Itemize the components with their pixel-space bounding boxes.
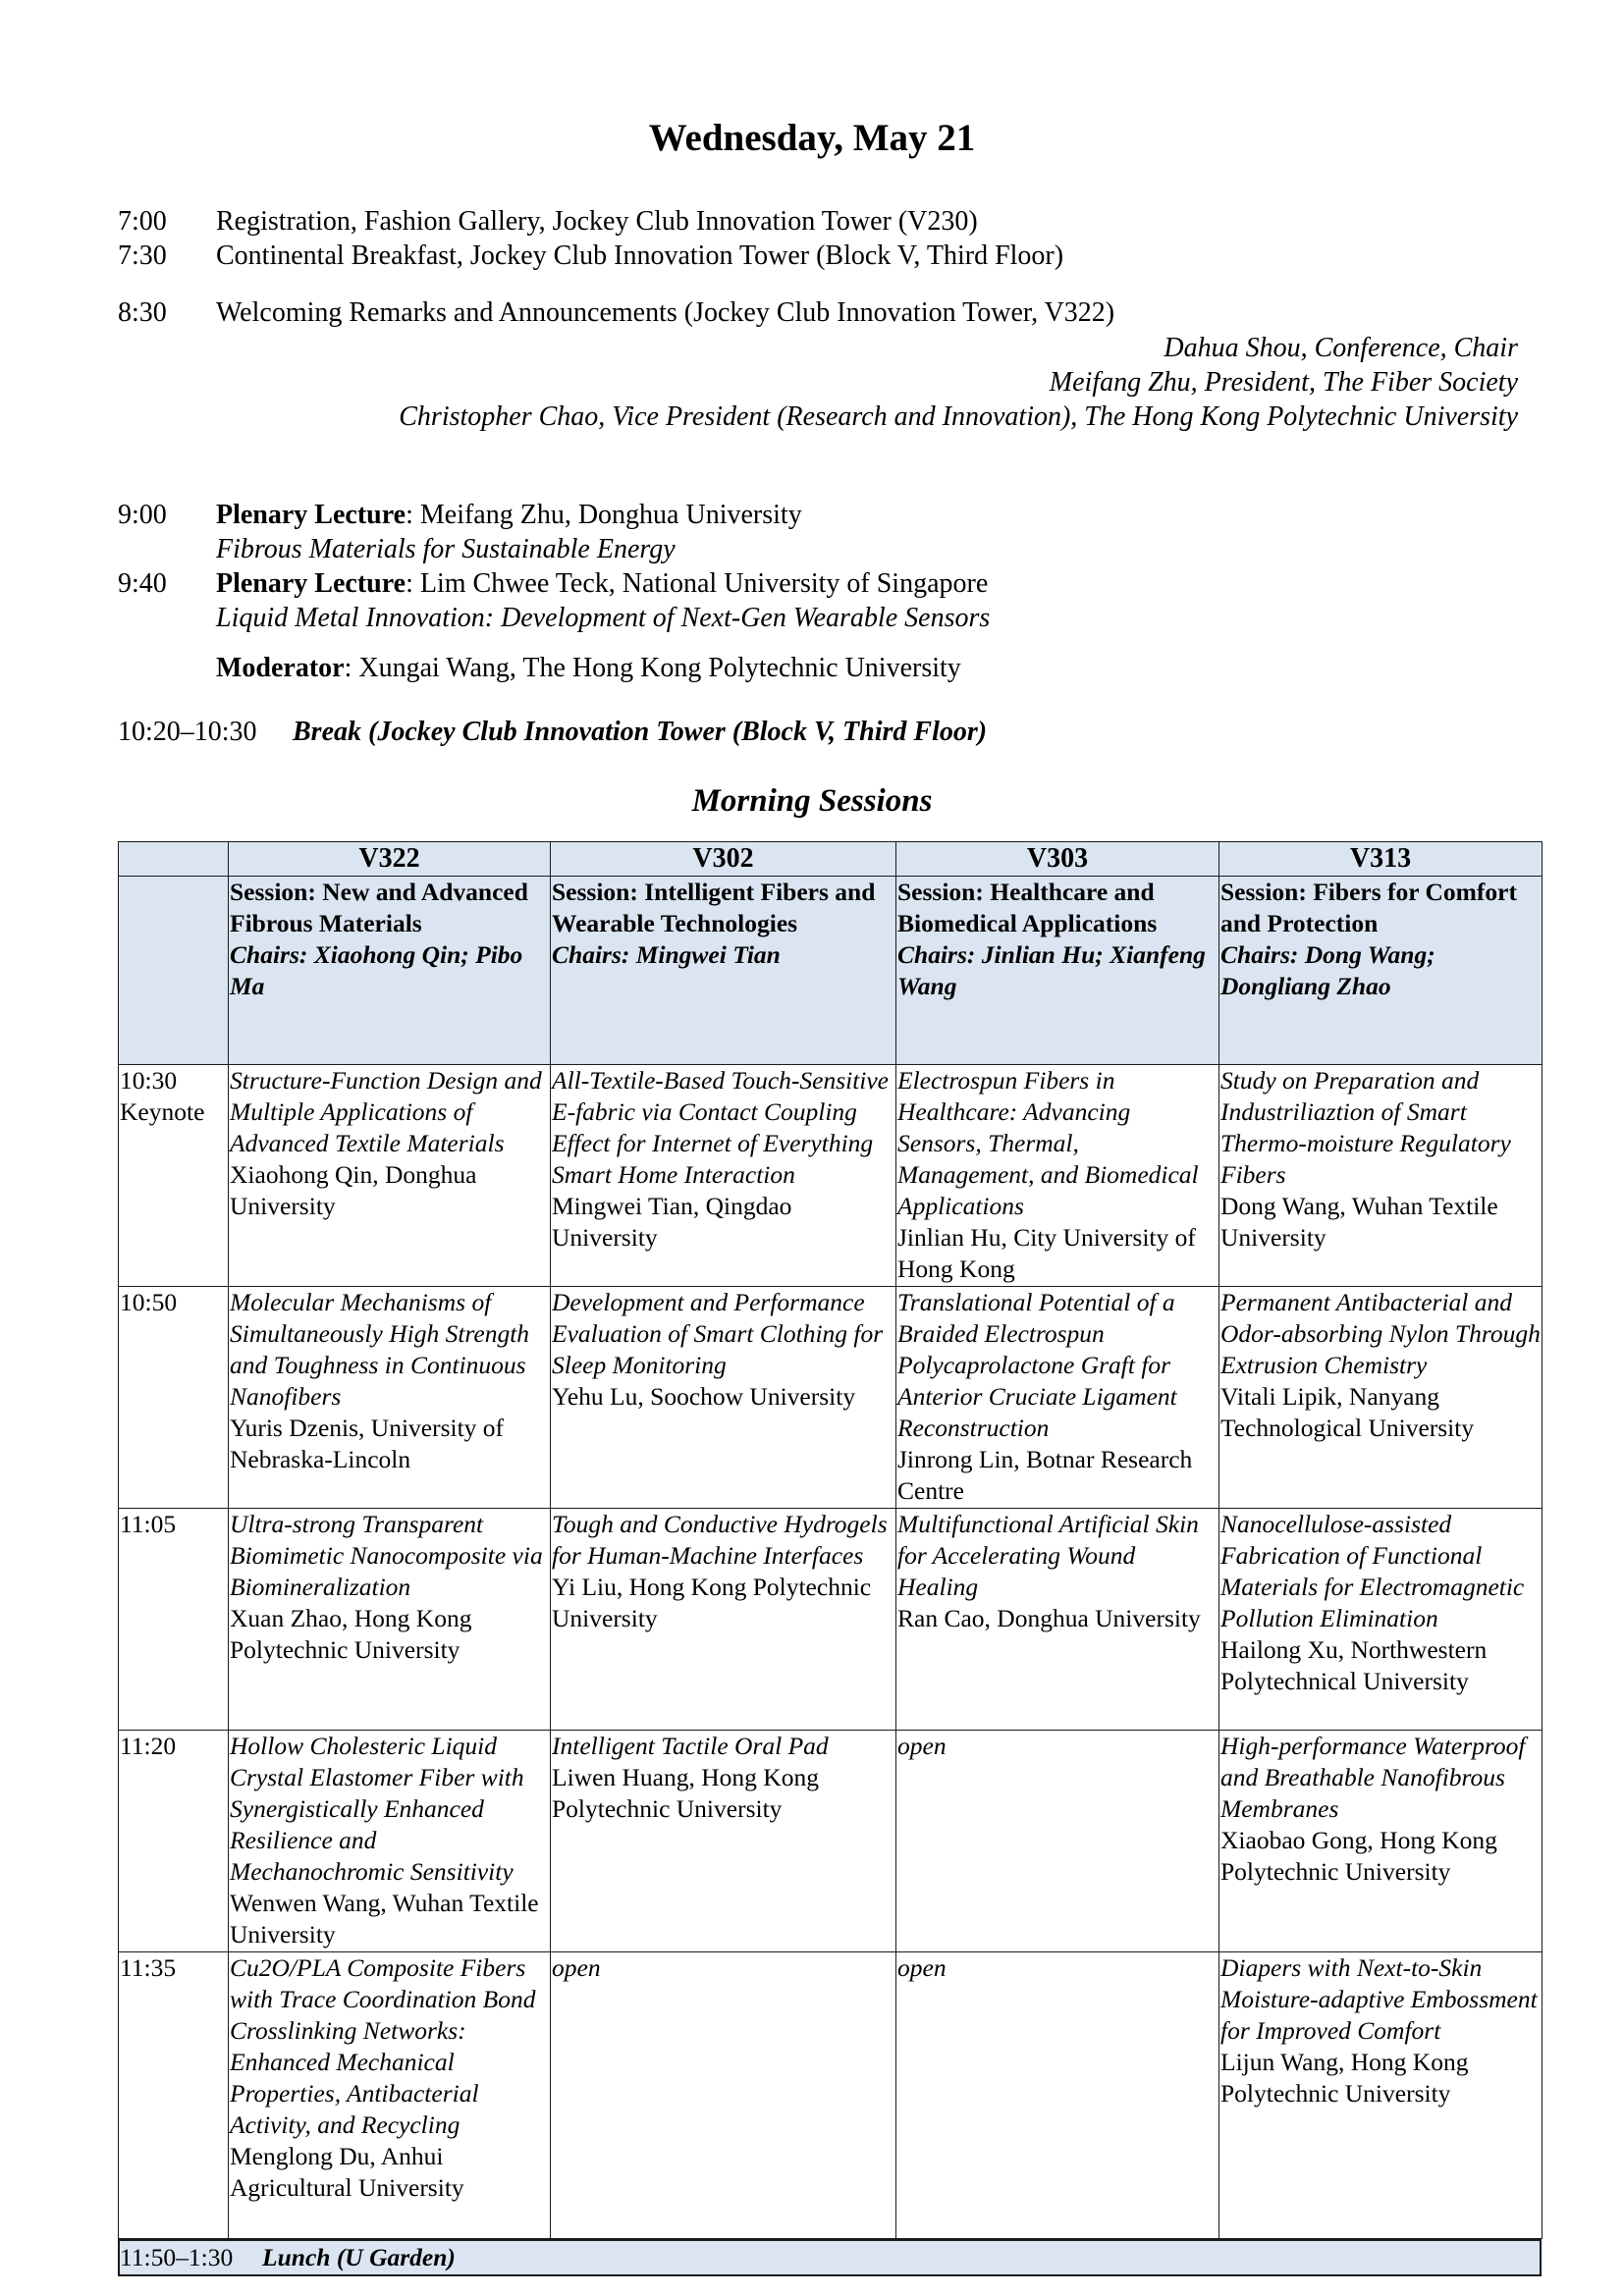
slot-time-cell — [119, 1287, 229, 1509]
session-title: Session: Healthcare and Biomedical Applications — [897, 878, 1158, 937]
morning-sessions-title: Morning Sessions — [691, 783, 933, 819]
slot-time: 10:50 — [120, 1288, 178, 1316]
talk-cell — [1219, 1509, 1543, 1731]
plenary-item — [118, 566, 988, 601]
schedule-text: Welcoming Remarks and Announcements (Jockey Club Innovation Tower, V322) — [216, 297, 1115, 328]
talk-speaker: Yi Liu, Hong Kong Polytechnic University — [552, 1573, 872, 1632]
corner-cell — [119, 842, 229, 877]
slot-time-cell — [119, 1731, 229, 1952]
talk-cell — [1219, 1952, 1543, 2239]
talk-cell — [229, 1065, 551, 1287]
time-slot-row — [119, 1065, 1543, 1287]
schedule-item-breakfast — [118, 239, 1063, 273]
talk-speaker: Xiaohong Qin, Donghua University — [230, 1160, 477, 1220]
talk-cell — [229, 1287, 551, 1509]
talk-cell — [229, 1509, 551, 1731]
talk-title: Development and Performance Evaluation of Smart Clothing for Sleep Monitoring — [552, 1288, 884, 1379]
talk-title: open — [897, 1953, 947, 1982]
talk-speaker: Ran Cao, Donghua University — [897, 1604, 1201, 1632]
talk-speaker: Menglong Du, Anhui Agricultural University — [230, 2142, 464, 2202]
talk-title: High-performance Waterproof and Breathable Nanofibrous Membranes — [1220, 1732, 1526, 1823]
talk-title: Molecular Mechanisms of Simultaneously High Strength and Toughness in Continuous Nanofibers — [230, 1288, 530, 1411]
talk-speaker: Yuris Dzenis, University of Nebraska-Lincoln — [230, 1414, 505, 1473]
plenary-topic: Fibrous Materials for Sustainable Energy — [216, 534, 676, 564]
moderator-line — [216, 651, 961, 685]
session-cell — [896, 877, 1219, 1065]
moderator-label: Moderator — [216, 653, 345, 683]
talk-title: Translational Potential of a Braided Electrospun Polycaprolactone Graft for Anterior Cruciate Ligament Reconstruction — [897, 1288, 1177, 1442]
talk-speaker: Mingwei Tian, Qingdao University — [552, 1192, 792, 1252]
plenary-label: Plenary Lecture — [216, 568, 406, 599]
session-cell — [229, 877, 551, 1065]
talk-cell — [1219, 1287, 1543, 1509]
talk-cell — [896, 1731, 1219, 1952]
talk-cell — [551, 1065, 896, 1287]
session-info-row — [119, 877, 1543, 1065]
break-text: Break (Jockey Club Innovation Tower (Block V, Third Floor) — [293, 717, 988, 747]
room-header: V302 — [551, 842, 896, 877]
speaker-line: Meifang Zhu, President, The Fiber Society — [1049, 367, 1518, 398]
talk-title: Intelligent Tactile Oral Pad — [552, 1732, 829, 1760]
talk-cell — [551, 1952, 896, 2239]
session-title: Session: Intelligent Fibers and Wearable Technologies — [552, 878, 876, 937]
talk-title: Electrospun Fibers in Healthcare: Advancing Sensors, Thermal, Management, and Biomedical Applications — [897, 1066, 1199, 1220]
talk-speaker: Liwen Huang, Hong Kong Polytechnic University — [552, 1763, 819, 1823]
lunch-text: Lunch (U Garden) — [262, 2243, 456, 2271]
slot-time-cell — [119, 1065, 229, 1287]
talk-title: Study on Preparation and Industriliaztion of Smart Thermo-moisture Regulatory Fibers — [1220, 1066, 1511, 1189]
talk-title: open — [552, 1953, 601, 1982]
schedule-text: Continental Breakfast, Jockey Club Innovation Tower (Block V, Third Floor) — [216, 240, 1064, 271]
talk-title: Nanocellulose-assisted Fabrication of Functional Materials for Electromagnetic Pollution Elimination — [1220, 1510, 1525, 1632]
talk-title: Ultra-strong Transparent Biomimetic Nanocomposite via Biomineralization — [230, 1510, 543, 1601]
lunch-bar — [118, 2239, 1542, 2276]
talk-speaker: Vitali Lipik, Nanyang Technological University — [1220, 1382, 1475, 1442]
time-slot-row — [119, 1731, 1543, 1952]
session-cell — [551, 877, 896, 1065]
schedule-time: 9:40 — [118, 568, 167, 599]
talk-title: Diapers with Next-to-Skin Moisture-adaptive Embossment for Improved Comfort — [1220, 1953, 1538, 2045]
talk-cell — [896, 1287, 1219, 1509]
schedule-time: 7:00 — [118, 206, 167, 237]
talk-title: Structure-Function Design and Multiple Applications of Advanced Textile Materials — [230, 1066, 542, 1157]
talk-cell — [551, 1509, 896, 1731]
talk-title: Permanent Antibacterial and Odor-absorbing Nylon Through Extrusion Chemistry — [1220, 1288, 1541, 1379]
talk-speaker: Xuan Zhao, Hong Kong Polytechnic University — [230, 1604, 472, 1664]
room-header-row — [119, 842, 1543, 877]
talk-cell — [896, 1065, 1219, 1287]
session-title: Session: Fibers for Comfort and Protection — [1220, 878, 1517, 937]
break-time: 10:20–10:30 — [118, 717, 257, 747]
slot-time-cell — [119, 1509, 229, 1731]
talk-speaker: Yehu Lu, Soochow University — [552, 1382, 856, 1411]
slot-note: Keynote — [120, 1097, 205, 1126]
talk-cell — [229, 1952, 551, 2239]
slot-time: 11:35 — [120, 1953, 177, 1982]
schedule-time: 9:00 — [118, 500, 167, 530]
plenary-label: Plenary Lecture — [216, 500, 406, 530]
slot-time-cell — [119, 1952, 229, 2239]
talk-title: open — [897, 1732, 947, 1760]
time-slot-row — [119, 1509, 1543, 1731]
time-slot-row — [119, 1952, 1543, 2239]
session-chairs: Chairs: Xiaohong Qin; Pibo Ma — [230, 940, 523, 1000]
session-chairs: Chairs: Mingwei Tian — [552, 940, 781, 969]
talk-title: All-Textile-Based Touch-Sensitive E-fabric via Contact Coupling Effect for Internet of Everything Smart Home Interaction — [552, 1066, 890, 1189]
schedule-time: 7:30 — [118, 240, 167, 271]
talk-title: Multifunctional Artificial Skin for Accelerating Wound Healing — [897, 1510, 1199, 1601]
talk-speaker: Wenwen Wang, Wuhan Textile University — [230, 1889, 539, 1949]
talk-cell — [1219, 1065, 1543, 1287]
plenary-item — [118, 498, 802, 532]
lunch-time: 11:50–1:30 — [120, 2243, 234, 2271]
session-title: Session: New and Advanced Fibrous Materials — [230, 878, 528, 937]
talk-cell — [896, 1952, 1219, 2239]
talk-speaker: Xiaobao Gong, Hong Kong Polytechnic University — [1220, 1826, 1497, 1886]
moderator-text: : Xungai Wang, The Hong Kong Polytechnic University — [344, 653, 961, 683]
plenary-topic: Liquid Metal Innovation: Development of Next-Gen Wearable Sensors — [216, 603, 991, 633]
plenary-speaker: : Lim Chwee Teck, National University of Singapore — [406, 568, 989, 599]
page-title: Wednesday, May 21 — [648, 117, 976, 159]
talk-title: Tough and Conductive Hydrogels for Human-Machine Interfaces — [552, 1510, 888, 1570]
talk-cell — [229, 1731, 551, 1952]
slot-time: 11:20 — [120, 1732, 177, 1760]
speaker-line: Dahua Shou, Conference, Chair — [1164, 333, 1518, 363]
slot-time: 10:30 — [120, 1066, 178, 1095]
talk-cell — [551, 1731, 896, 1952]
talk-cell — [896, 1509, 1219, 1731]
schedule-item-welcome — [118, 295, 1114, 330]
talk-speaker: Jinlian Hu, City University of Hong Kong — [897, 1223, 1196, 1283]
talk-speaker: Hailong Xu, Northwestern Polytechnical University — [1220, 1635, 1488, 1695]
break-line — [118, 715, 987, 749]
plenary-speaker: : Meifang Zhu, Donghua University — [406, 500, 802, 530]
session-corner — [119, 877, 229, 1065]
talk-speaker: Jinrong Lin, Botnar Research Centre — [897, 1445, 1193, 1505]
morning-sessions-table — [118, 841, 1543, 2239]
room-header: V322 — [229, 842, 551, 877]
schedule-text: Registration, Fashion Gallery, Jockey Club Innovation Tower (V230) — [216, 206, 978, 237]
speaker-line: Christopher Chao, Vice President (Research and Innovation), The Hong Kong Polytechnic University — [399, 401, 1518, 432]
talk-cell — [551, 1287, 896, 1509]
schedule-time: 8:30 — [118, 297, 167, 328]
session-chairs: Chairs: Jinlian Hu; Xianfeng Wang — [897, 940, 1206, 1000]
talk-title: Hollow Cholesteric Liquid Crystal Elastomer Fiber with Synergistically Enhanced Resilience and Mechanochromic Sensitivity — [230, 1732, 524, 1886]
room-header: V313 — [1219, 842, 1543, 877]
talk-cell — [1219, 1731, 1543, 1952]
room-header: V303 — [896, 842, 1219, 877]
slot-time: 11:05 — [120, 1510, 177, 1538]
talk-speaker: Lijun Wang, Hong Kong Polytechnic University — [1220, 2048, 1469, 2108]
time-slot-row — [119, 1287, 1543, 1509]
schedule-item-registration — [118, 204, 978, 239]
talk-title: Cu2O/PLA Composite Fibers with Trace Coordination Bond Crosslinking Networks: Enhanced Mechanical Properties, Antibacterial Activity, and Recycling — [230, 1953, 536, 2139]
session-chairs: Chairs: Dong Wang; Dongliang Zhao — [1220, 940, 1435, 1000]
talk-speaker: Dong Wang, Wuhan Textile University — [1220, 1192, 1498, 1252]
session-cell — [1219, 877, 1543, 1065]
